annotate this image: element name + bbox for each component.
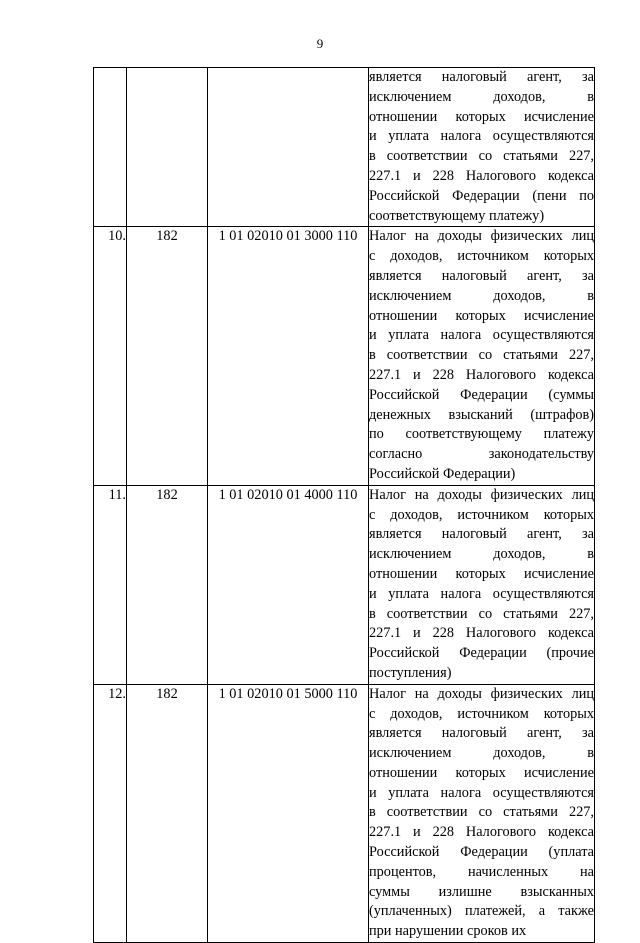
description-line: является налоговый агент, за <box>369 267 594 284</box>
description-line: Российской Федерации) <box>369 465 516 482</box>
description-line: 227.1 и 228 Налогового кодекса <box>369 167 594 184</box>
description-line: Налог на доходы физических лиц <box>369 486 594 503</box>
description-line: в соответствии со статьями 227, <box>369 804 594 821</box>
description-line: исключением доходов, в <box>369 88 594 105</box>
revenue-description-cell <box>369 227 595 485</box>
description-line: является налоговый агент, за <box>369 725 594 742</box>
description-line: исключением доходов, в <box>369 745 594 762</box>
description-line: соответствующему платежу) <box>369 207 545 224</box>
description-line: по соответствующему платежу <box>369 426 594 443</box>
table-row <box>94 227 595 485</box>
description-line: и уплата налога осуществляются <box>369 327 594 344</box>
description-line: и уплата налога осуществляются <box>369 128 594 145</box>
description-line: в соответствии со статьями 227, <box>369 148 594 165</box>
description-line: 227.1 и 228 Налогового кодекса <box>369 625 594 642</box>
description-line: в соответствии со статьями 227, <box>369 347 594 364</box>
description-line: суммы излишне взысканных <box>369 883 594 900</box>
description-line: процентов, начисленных на <box>369 863 594 880</box>
revenue-description-cell <box>369 68 595 227</box>
budget-classification-code-cell: 1 01 02010 01 4000 110 <box>208 485 369 684</box>
description-line: является налоговый агент, за <box>369 69 594 85</box>
description-line: исключением доходов, в <box>369 287 594 304</box>
revenue-description-cell <box>369 684 595 942</box>
description-line: с доходов, источником которых <box>369 705 594 722</box>
description-line: поступления) <box>369 664 452 681</box>
description-line: Российской Федерации (прочие <box>369 645 594 662</box>
row-number-cell: 10. <box>94 227 127 485</box>
table-row <box>94 485 595 684</box>
description-line: отношении которых исчисление <box>369 764 594 781</box>
description-line: в соответствии со статьями 227, <box>369 605 594 622</box>
row-number-cell: 11. <box>94 485 127 684</box>
budget-codes-table <box>93 67 595 943</box>
administrator-code-cell: 182 <box>127 684 208 942</box>
description-line: при нарушении сроков их <box>369 923 527 940</box>
administrator-code-cell: 182 <box>127 485 208 684</box>
description-line: отношении которых исчисление <box>369 565 594 582</box>
description-line: является налоговый агент, за <box>369 526 594 543</box>
description-line: (уплаченных) платежей, а также <box>369 903 594 920</box>
description-line: Налог на доходы физических лиц <box>369 228 594 245</box>
description-line: и уплата налога осуществляются <box>369 585 594 602</box>
description-line: Российской Федерации (пени по <box>369 187 594 204</box>
description-line: с доходов, источником которых <box>369 248 594 265</box>
description-line: денежных взысканий (штрафов) <box>369 406 594 423</box>
description-line: 227.1 и 228 Налогового кодекса <box>369 824 594 841</box>
budget-classification-code-cell: 1 01 02010 01 5000 110 <box>208 684 369 942</box>
row-number-cell: 12. <box>94 684 127 942</box>
description-line: и уплата налога осуществляются <box>369 784 594 801</box>
administrator-code-cell: 182 <box>127 227 208 485</box>
description-line: согласно законодательству <box>369 446 594 463</box>
budget-classification-code-cell: 1 01 02010 01 3000 110 <box>208 227 369 485</box>
administrator-code-cell <box>127 68 208 227</box>
description-line: Российской Федерации (уплата <box>369 844 594 861</box>
description-line: Налог на доходы физических лиц <box>369 685 594 702</box>
budget-classification-code-cell <box>208 68 369 227</box>
description-line: Российской Федерации (суммы <box>369 386 594 403</box>
revenue-description-cell <box>369 485 595 684</box>
description-line: отношении которых исчисление <box>369 307 594 324</box>
page-number: 9 <box>316 36 324 51</box>
table-row <box>94 68 595 227</box>
row-number-cell <box>94 68 127 227</box>
table-row <box>94 684 595 942</box>
description-line: отношении которых исчисление <box>369 108 594 125</box>
description-line: исключением доходов, в <box>369 546 594 563</box>
description-line: с доходов, источником которых <box>369 506 594 523</box>
description-line: 227.1 и 228 Налогового кодекса <box>369 366 594 383</box>
